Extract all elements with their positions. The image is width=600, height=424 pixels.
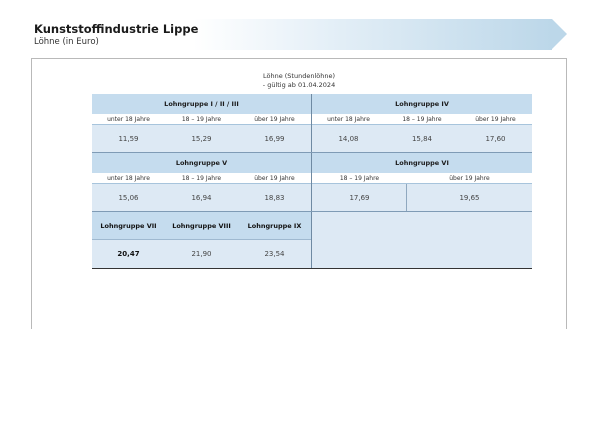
wage-value: 11,59 xyxy=(92,125,165,153)
age-label-18-19: 18 – 19 Jahre xyxy=(385,114,459,125)
column-divider xyxy=(311,94,312,268)
age-label-under18: unter 18 Jahre xyxy=(92,114,165,125)
group-header-1-3: Lohngruppe I / II / III xyxy=(92,94,311,114)
wage-value xyxy=(92,240,165,268)
empty-cell xyxy=(312,212,532,268)
group-header-7 xyxy=(92,212,165,240)
age-label-under18: unter 18 Jahre xyxy=(92,173,165,184)
wage-value: 15,84 xyxy=(385,125,459,153)
age-label-over19: über 19 Jahre xyxy=(238,173,311,184)
age-label-over19: über 19 Jahre xyxy=(459,114,532,125)
row-divider xyxy=(92,211,532,212)
caption-line-2: - gültig ab 01.04.2024 xyxy=(262,81,336,89)
wage-value: 16,94 xyxy=(165,184,238,212)
wage-value: 14,08 xyxy=(312,125,385,153)
wage-value: 17,69 xyxy=(312,184,407,212)
caption-line-1: Löhne (Stundenlöhne) xyxy=(262,72,336,80)
group-header-9 xyxy=(238,212,311,240)
age-label-over19: über 19 Jahre xyxy=(238,114,311,125)
wage-value: 21,90 xyxy=(165,240,238,268)
group-label-8: Lohngruppe VIII xyxy=(172,222,231,230)
age-label-18-19: 18 – 19 Jahre xyxy=(165,114,238,125)
group-header-6: Lohngruppe VI xyxy=(312,153,532,173)
wage-value: 15,29 xyxy=(165,125,238,153)
page-header xyxy=(0,0,600,52)
page-title: Kunststoffindustrie Lippe xyxy=(34,22,199,36)
age-label-over19: über 19 Jahre xyxy=(407,173,532,184)
wage-value: 19,65 xyxy=(407,184,532,212)
table-caption xyxy=(32,72,566,90)
wage-value: 23,54 xyxy=(238,240,311,268)
header-arrow xyxy=(552,19,567,49)
group-label-7: Lohngruppe VII xyxy=(100,222,157,230)
age-label-18-19: 18 – 19 Jahre xyxy=(312,173,407,184)
wage-value-7: 20,47 xyxy=(117,250,140,258)
group-header-8 xyxy=(165,212,238,240)
column-divider xyxy=(406,184,407,212)
group-header-5: Lohngruppe V xyxy=(92,153,311,173)
row-divider xyxy=(92,239,311,240)
group-label-9: Lohngruppe IX xyxy=(247,222,302,230)
group-header-4: Lohngruppe IV xyxy=(312,94,532,114)
wage-value: 18,83 xyxy=(238,184,311,212)
row-divider xyxy=(92,152,532,153)
age-label-18-19: 18 – 19 Jahre xyxy=(165,173,238,184)
wage-value: 15,06 xyxy=(92,184,165,212)
age-label-under18: unter 18 Jahre xyxy=(312,114,385,125)
wage-value: 16,99 xyxy=(238,125,311,153)
page-subtitle: Löhne (in Euro) xyxy=(34,37,99,47)
wage-table xyxy=(92,94,532,269)
wage-value: 17,60 xyxy=(459,125,532,153)
